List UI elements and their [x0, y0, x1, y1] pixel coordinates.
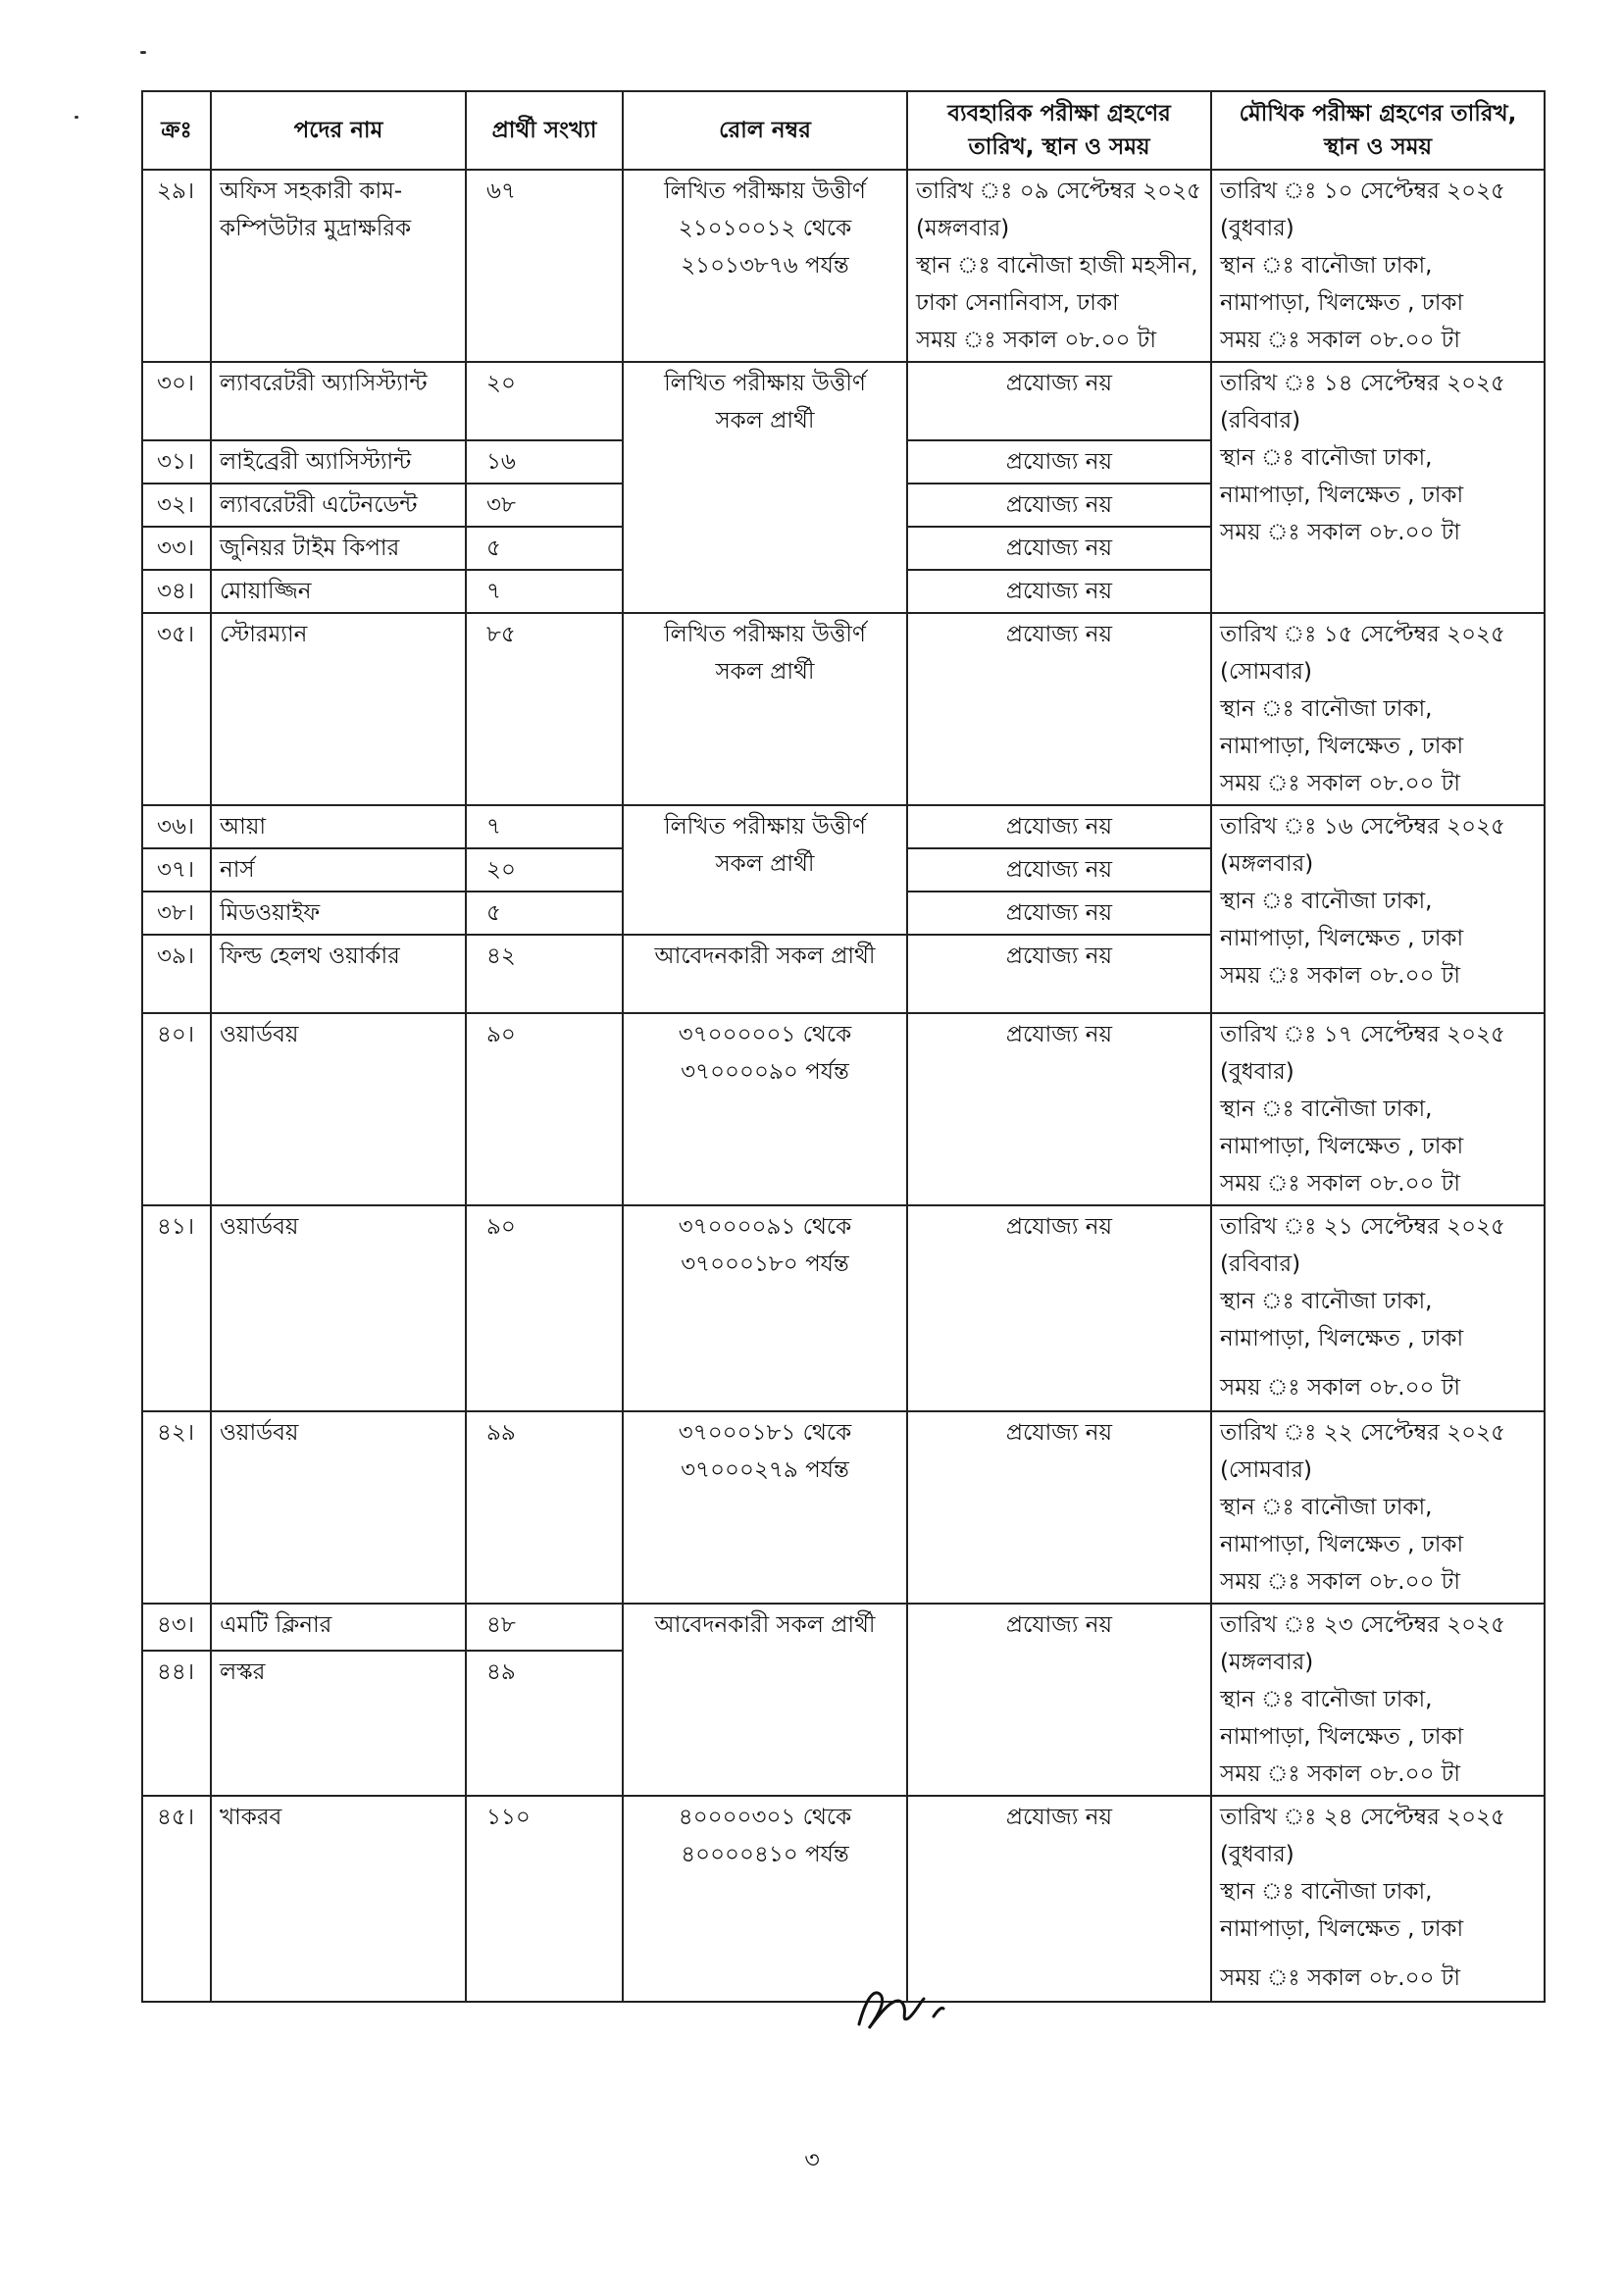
post-cell: স্টোরম্যান: [211, 613, 466, 805]
exam-schedule-table: [141, 90, 1546, 2003]
viva-place: স্থান ঃ বানৌজা ঢাকা,: [1220, 1495, 1433, 1520]
viva-place: নামাপাড়া, খিলক্ষেত , ঢাকা: [1220, 1326, 1464, 1351]
viva-place: নামাপাড়া, খিলক্ষেত , ঢাকা: [1220, 483, 1464, 508]
viva-time: সময় ঃ সকাল ০৮.০০ টা: [1220, 328, 1461, 353]
viva-cell: [1211, 170, 1545, 362]
roll-line: ৪০০০০৪১০ পর্যন্ত: [681, 1842, 849, 1867]
practical-cell: প্রযোজ্য নয়: [907, 1604, 1211, 1796]
viva-cell: [1211, 1205, 1545, 1411]
post-cell: লাইব্রেরী অ্যাসিস্ট্যান্ট: [211, 440, 466, 484]
serial-cell: ৩২।: [142, 484, 211, 527]
serial-cell: ২৯।: [142, 170, 211, 362]
table-row: [142, 1604, 1545, 1651]
post-cell: ল্যাবরেটরী অ্যাসিস্ট্যান্ট: [211, 362, 466, 440]
serial-cell: ৪৩।: [142, 1604, 211, 1651]
header-practical: ব্যবহারিক পরীক্ষা গ্রহণের তারিখ, স্থান ও সময়: [907, 91, 1211, 170]
roll-line: ৪০০০০৩০১ থেকে: [678, 1805, 852, 1830]
viva-place: স্থান ঃ বানৌজা ঢাকা,: [1220, 445, 1433, 471]
roll-cell: [623, 362, 907, 613]
viva-cell: [1211, 1411, 1545, 1604]
count-cell: ১১০: [466, 1796, 623, 2002]
serial-cell: ৪৪।: [142, 1651, 211, 1796]
viva-day: (বুধবার): [1220, 1059, 1294, 1085]
post-cell: ওয়ার্ডবয়: [211, 1411, 466, 1604]
roll-line: লিখিত পরীক্ষায় উত্তীর্ণ: [664, 371, 866, 396]
roll-line: ৩৭০০০০৯০ পর্যন্ত: [681, 1059, 849, 1085]
viva-date: তারিখ ঃ ২১ সেপ্টেম্বর ২০২৫: [1220, 1214, 1505, 1240]
serial-cell: ৪২।: [142, 1411, 211, 1604]
viva-day: (বুধবার): [1220, 216, 1294, 241]
viva-date: তারিখ ঃ ২২ সেপ্টেম্বর ২০২৫: [1220, 1420, 1505, 1446]
roll-cell: [623, 1205, 907, 1411]
viva-date: তারিখ ঃ ১৫ সেপ্টেম্বর ২০২৫: [1220, 622, 1505, 647]
viva-date: তারিখ ঃ ২৪ সেপ্টেম্বর ২০২৫: [1220, 1805, 1505, 1830]
roll-line: লিখিত পরীক্ষায় উত্তীর্ণ: [664, 814, 866, 840]
roll-line: সকল প্রার্থী: [715, 408, 815, 433]
roll-line: ৩৭০০০১৮১ থেকে: [678, 1420, 852, 1446]
exam-schedule-sheet: [141, 90, 1544, 2003]
viva-date: তারিখ ঃ ২৩ সেপ্টেম্বর ২০২৫: [1220, 1612, 1505, 1638]
table-row: [142, 1013, 1545, 1205]
count-cell: ৭: [466, 570, 623, 613]
viva-place: স্থান ঃ বানৌজা ঢাকা,: [1220, 1879, 1433, 1905]
serial-cell: ৩৮।: [142, 892, 211, 935]
viva-place: স্থান ঃ বানৌজা ঢাকা,: [1220, 696, 1433, 722]
viva-date: তারিখ ঃ ১৪ সেপ্টেম্বর ২০২৫: [1220, 371, 1505, 396]
roll-line: ৩৭০০০২৭৯ পর্যন্ত: [681, 1457, 849, 1483]
post-cell: খাকরব: [211, 1796, 466, 2002]
practical-cell: প্রযোজ্য নয়: [907, 848, 1211, 892]
page-number: ৩: [804, 2146, 820, 2173]
serial-cell: ৩৯।: [142, 935, 211, 1013]
viva-cell: [1211, 1604, 1545, 1796]
serial-cell: ৩৪।: [142, 570, 211, 613]
practical-cell: প্রযোজ্য নয়: [907, 805, 1211, 848]
serial-cell: ৩৭।: [142, 848, 211, 892]
practical-day: (মঙ্গলবার): [916, 216, 1010, 241]
viva-place: নামাপাড়া, খিলক্ষেত , ঢাকা: [1220, 290, 1464, 316]
table-row: [142, 1411, 1545, 1604]
viva-time: সময় ঃ সকাল ০৮.০০ টা: [1220, 771, 1461, 796]
practical-cell: প্রযোজ্য নয়: [907, 362, 1211, 440]
practical-cell: প্রযোজ্য নয়: [907, 484, 1211, 527]
post-cell: ওয়ার্ডবয়: [211, 1205, 466, 1411]
practical-cell: [907, 170, 1211, 362]
roll-cell: আবেদনকারী সকল প্রার্থী: [623, 935, 907, 1013]
scan-speck: [140, 51, 146, 54]
viva-place: নামাপাড়া, খিলক্ষেত , ঢাকা: [1220, 1724, 1464, 1750]
roll-cell: [623, 613, 907, 805]
viva-place: নামাপাড়া, খিলক্ষেত , ঢাকা: [1220, 734, 1464, 759]
practical-cell: প্রযোজ্য নয়: [907, 570, 1211, 613]
count-cell: ৯৯: [466, 1411, 623, 1604]
viva-place: স্থান ঃ বানৌজা ঢাকা,: [1220, 1289, 1433, 1314]
table-row: [142, 1796, 1545, 2002]
post-cell: আয়া: [211, 805, 466, 848]
serial-cell: ৩৩।: [142, 527, 211, 570]
serial-cell: ৩১।: [142, 440, 211, 484]
roll-cell: [623, 170, 907, 362]
viva-cell: [1211, 362, 1545, 613]
count-cell: ৭: [466, 805, 623, 848]
post-cell: অফিস সহকারী কাম-কম্পিউটার মুদ্রাক্ষরিক: [211, 170, 466, 362]
practical-cell: প্রযোজ্য নয়: [907, 1205, 1211, 1411]
roll-line: ৩৭০০০১৮০ পর্যন্ত: [681, 1251, 849, 1277]
serial-cell: ৪৫।: [142, 1796, 211, 2002]
practical-cell: প্রযোজ্য নয়: [907, 1796, 1211, 2002]
scan-speck: [75, 116, 78, 119]
header-count: প্রার্থী সংখ্যা: [466, 91, 623, 170]
practical-cell: প্রযোজ্য নয়: [907, 527, 1211, 570]
header-viva: মৌখিক পরীক্ষা গ্রহণের তারিখ, স্থান ও সময়: [1211, 91, 1545, 170]
viva-place: নামাপাড়া, খিলক্ষেত , ঢাকা: [1220, 1916, 1464, 1942]
roll-line: ৩৭০০০০৯১ থেকে: [678, 1214, 852, 1240]
post-cell: লস্কর: [211, 1651, 466, 1796]
viva-place: নামাপাড়া, খিলক্ষেত , ঢাকা: [1220, 1532, 1464, 1557]
table-row: [142, 1205, 1545, 1411]
viva-day: (সোমবার): [1220, 659, 1313, 685]
serial-cell: ৪০।: [142, 1013, 211, 1205]
table-row: [142, 613, 1545, 805]
table-row: [142, 805, 1545, 848]
practical-cell: প্রযোজ্য নয়: [907, 1013, 1211, 1205]
viva-time: সময় ঃ সকাল ০৮.০০ টা: [1220, 1761, 1461, 1787]
viva-day: (মঙ্গলবার): [1220, 851, 1314, 877]
viva-time: সময় ঃ সকাল ০৮.০০ টা: [1220, 520, 1461, 545]
viva-day: (সোমবার): [1220, 1457, 1313, 1483]
viva-cell: [1211, 1796, 1545, 2002]
count-cell: ১৬: [466, 440, 623, 484]
count-cell: ৮৫: [466, 613, 623, 805]
post-cell: এমটি ক্লিনার: [211, 1604, 466, 1651]
viva-date: তারিখ ঃ ১০ সেপ্টেম্বর ২০২৫: [1220, 178, 1505, 204]
viva-time: সময় ঃ সকাল ০৮.০০ টা: [1220, 963, 1461, 989]
count-cell: ২০: [466, 362, 623, 440]
roll-line: লিখিত পরীক্ষায় উত্তীর্ণ: [664, 622, 866, 647]
header-serial: ক্রঃ: [142, 91, 211, 170]
roll-line: ৩৭০০০০০১ থেকে: [678, 1022, 852, 1047]
practical-cell: প্রযোজ্য নয়: [907, 935, 1211, 1013]
header-roll: রোল নম্বর: [623, 91, 907, 170]
roll-line: লিখিত পরীক্ষায় উত্তীর্ণ: [664, 178, 866, 204]
serial-cell: ৩৬।: [142, 805, 211, 848]
serial-cell: ৪১।: [142, 1205, 211, 1411]
practical-cell: প্রযোজ্য নয়: [907, 892, 1211, 935]
practical-place: ঢাকা সেনানিবাস, ঢাকা: [916, 290, 1119, 316]
viva-day: (বুধবার): [1220, 1842, 1294, 1867]
count-cell: ২০: [466, 848, 623, 892]
roll-line: সকল প্রার্থী: [715, 659, 815, 685]
count-cell: ৫: [466, 527, 623, 570]
post-cell: ল্যাবরেটরী এটেনডেন্ট: [211, 484, 466, 527]
roll-line: ২১০১৩৮৭৬ পর্যন্ত: [681, 253, 849, 279]
roll-cell: আবেদনকারী সকল প্রার্থী: [623, 1604, 907, 1796]
roll-cell: [623, 805, 907, 935]
count-cell: ৬৭: [466, 170, 623, 362]
serial-cell: ৩৫।: [142, 613, 211, 805]
viva-date: তারিখ ঃ ১৬ সেপ্টেম্বর ২০২৫: [1220, 814, 1505, 840]
post-cell: জুনিয়র টাইম কিপার: [211, 527, 466, 570]
count-cell: ৯০: [466, 1013, 623, 1205]
viva-day: (মঙ্গলবার): [1220, 1650, 1314, 1675]
viva-place: স্থান ঃ বানৌজা ঢাকা,: [1220, 253, 1433, 279]
roll-line: সকল প্রার্থী: [715, 851, 815, 877]
viva-cell: [1211, 613, 1545, 805]
viva-cell: [1211, 805, 1545, 1013]
viva-time: সময় ঃ সকাল ০৮.০০ টা: [1220, 1375, 1461, 1401]
serial-cell: ৩০।: [142, 362, 211, 440]
signature-mark: [851, 1973, 969, 2042]
table-row: [142, 170, 1545, 362]
roll-cell: [623, 1411, 907, 1604]
viva-place: স্থান ঃ বানৌজা ঢাকা,: [1220, 889, 1433, 914]
post-cell: নার্স: [211, 848, 466, 892]
count-cell: ৩৮: [466, 484, 623, 527]
viva-place: স্থান ঃ বানৌজা ঢাকা,: [1220, 1096, 1433, 1122]
post-cell: ওয়ার্ডবয়: [211, 1013, 466, 1205]
practical-place: স্থান ঃ বানৌজা হাজী মহসীন,: [916, 253, 1198, 279]
roll-cell: [623, 1013, 907, 1205]
viva-date: তারিখ ঃ ১৭ সেপ্টেম্বর ২০২৫: [1220, 1022, 1505, 1047]
viva-day: (রবিবার): [1220, 408, 1301, 433]
practical-cell: প্রযোজ্য নয়: [907, 440, 1211, 484]
viva-place: স্থান ঃ বানৌজা ঢাকা,: [1220, 1687, 1433, 1712]
practical-date: তারিখ ঃ ০৯ সেপ্টেম্বর ২০২৫: [916, 178, 1201, 204]
practical-cell: প্রযোজ্য নয়: [907, 1411, 1211, 1604]
viva-place: নামাপাড়া, খিলক্ষেত , ঢাকা: [1220, 926, 1464, 951]
practical-cell: প্রযোজ্য নয়: [907, 613, 1211, 805]
viva-place: নামাপাড়া, খিলক্ষেত , ঢাকা: [1220, 1134, 1464, 1159]
post-cell: ফিল্ড হেলথ ওয়ার্কার: [211, 935, 466, 1013]
viva-time: সময় ঃ সকাল ০৮.০০ টা: [1220, 1569, 1461, 1595]
header-post: পদের নাম: [211, 91, 466, 170]
table-header-row: [142, 91, 1545, 170]
roll-line: ২১০১০০১২ থেকে: [678, 216, 852, 241]
viva-day: (রবিবার): [1220, 1251, 1301, 1277]
viva-cell: [1211, 1013, 1545, 1205]
count-cell: ৪৮: [466, 1604, 623, 1651]
count-cell: ৪২: [466, 935, 623, 1013]
viva-time: সময় ঃ সকাল ০৮.০০ টা: [1220, 1965, 1461, 1991]
practical-time: সময় ঃ সকাল ০৮.০০ টা: [916, 328, 1157, 353]
count-cell: ৫: [466, 892, 623, 935]
post-cell: মিডওয়াইফ: [211, 892, 466, 935]
roll-cell: [623, 1796, 907, 2002]
post-cell: মোয়াজ্জিন: [211, 570, 466, 613]
count-cell: ৪৯: [466, 1651, 623, 1796]
count-cell: ৯০: [466, 1205, 623, 1411]
viva-time: সময় ঃ সকাল ০৮.০০ টা: [1220, 1171, 1461, 1197]
table-row: [142, 362, 1545, 440]
